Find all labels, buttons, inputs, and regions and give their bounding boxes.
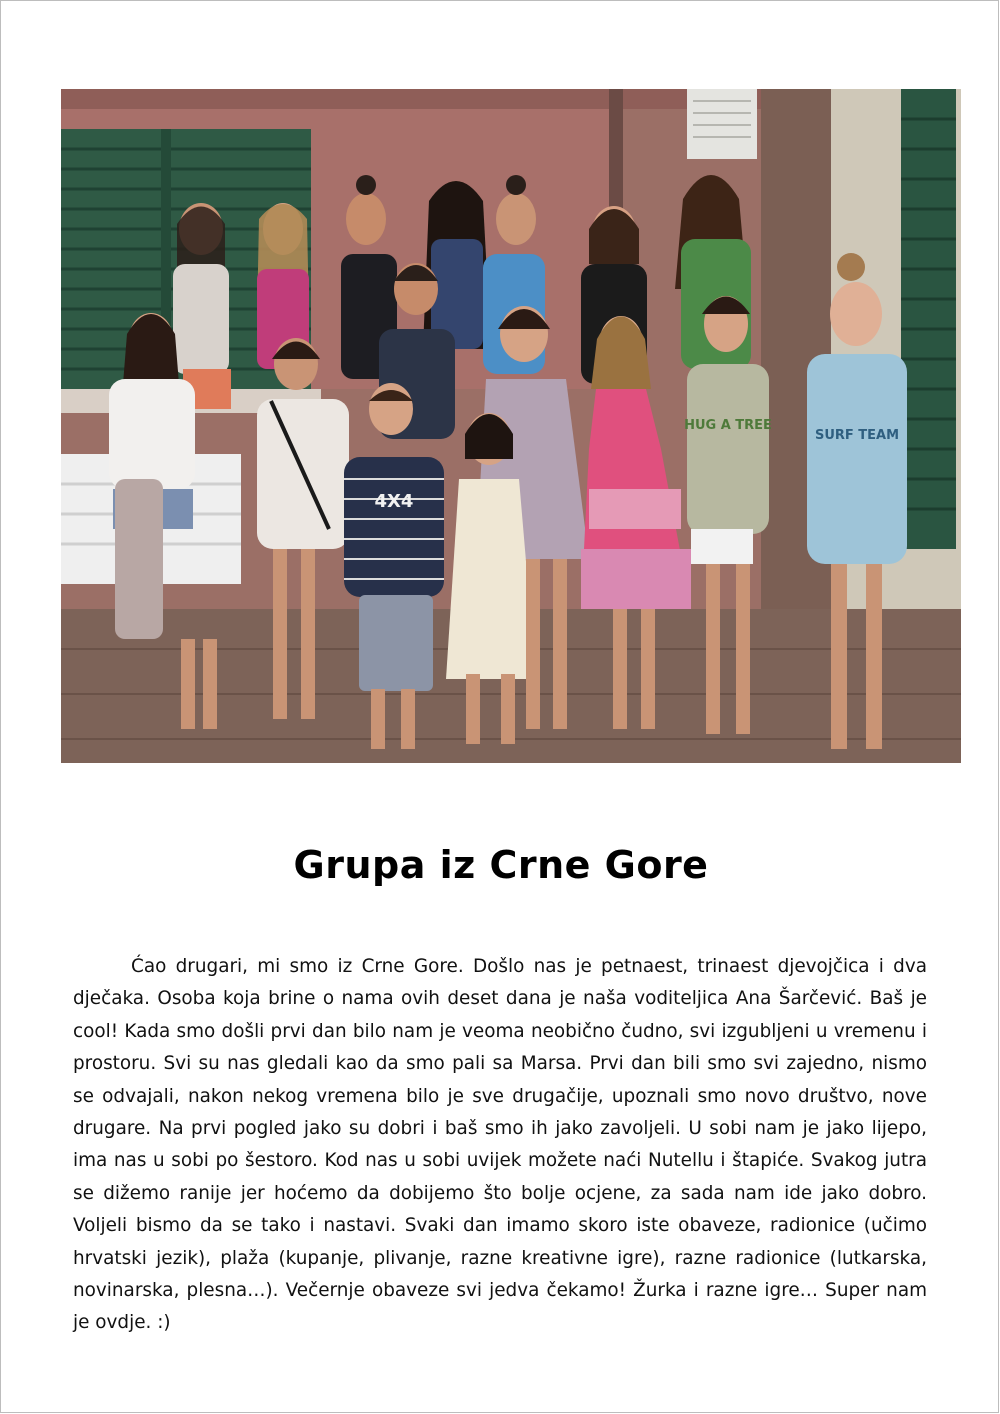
shirt-print-surf-team: SURF TEAM: [814, 428, 900, 443]
page-title: Grupa iz Crne Gore: [293, 843, 709, 887]
group-photo-illustration: [61, 89, 961, 763]
group-photo: [61, 89, 961, 763]
shirt-print-hug-a-tree: HUG A TREE: [684, 418, 772, 433]
article-body: Ćao drugari, mi smo iz Crne Gore. Došlo nas je petnaest, trinaest djevojčica i dva dječaka. Osoba koja brine o nama ovih deset dana je naša voditeljica Ana Šarčević. Baš je cool! Kada smo došli prvi dan bilo nam je veoma neobično čudno, svi izgubljeni u vremenu i prostoru. Svi su nas gledali kao da smo pali sa Marsa. Prvi dan bili smo svi zajedno, nismo se odvajali, nakon nekog vremena bilo je sve drugačije, upoznali smo novo društvo, nove drugare. Na prvi pogled jako su dobri i baš smo ih jako zavoljeli. U sobi nam je jako lijepo, ima nas u sobi po šestoro. Kod nas u sobi uvijek možete naći Nutellu i štapiće. Svakog jutra se dižemo ranije jer hoćemo da dobijemo što bolje ocjene, za sada nam ide jako dobro. Voljeli bismo da se tako i nastavi. Svaki dan imamo skoro iste obaveze, radionice (učimo hrvatski jezik), plaža (kupanje, plivanje, razne kreativne igre), razne radionice (lutkarska, novinarska, plesna…). Večernje obaveze svi jedva čekamo! Žurka i razne igre… Super nam je ovdje. :): [73, 956, 927, 1334]
shirt-print-4x4: 4X4: [374, 491, 414, 512]
